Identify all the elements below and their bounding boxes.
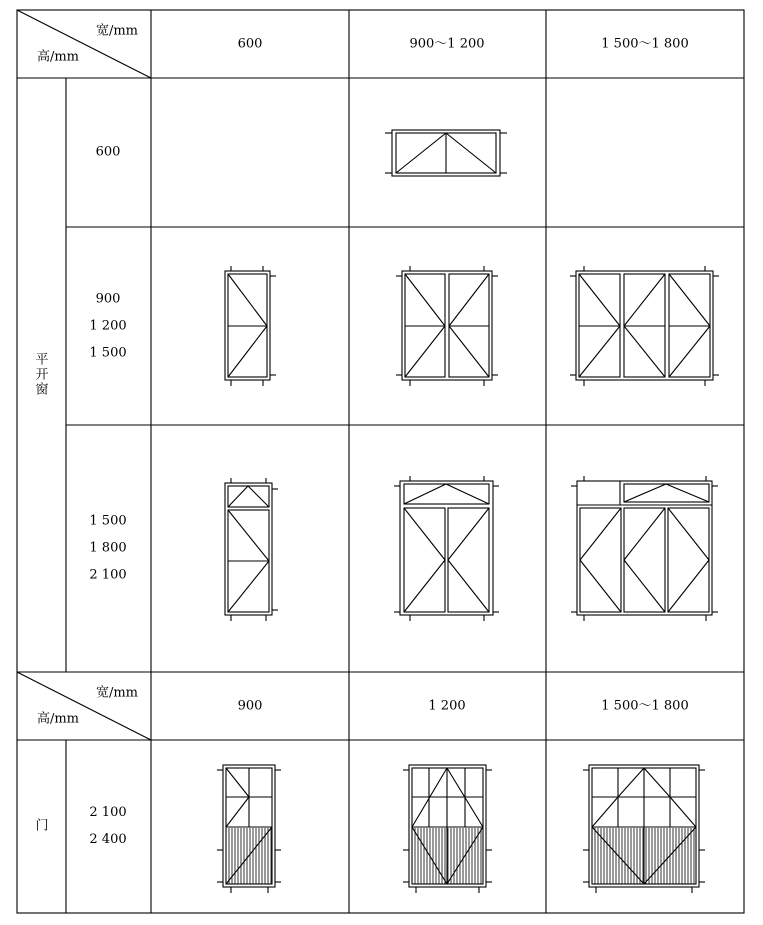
height-value: 1 500 xyxy=(89,345,127,361)
height-value: 1 500 xyxy=(89,513,127,529)
window-width-1500-1800: 1 500～1 800 xyxy=(601,36,689,52)
window-drawing-r2-c3 xyxy=(570,266,719,386)
window-drawing-r2-c2 xyxy=(396,266,498,386)
height-value: 2 400 xyxy=(89,832,127,847)
window-row-2-heights xyxy=(89,286,126,367)
window-width-600: 600 xyxy=(237,36,263,52)
window-drawing-r3-c2 xyxy=(394,476,499,621)
door-drawing-c2 xyxy=(403,765,492,893)
door-header-height-label: 高/mm xyxy=(36,711,80,727)
window-width-900-1200: 900～1 200 xyxy=(409,36,485,52)
height-value: 2 100 xyxy=(89,805,127,820)
window-drawing-r3-c1 xyxy=(225,478,278,621)
window-category-label: 平 开 窗 xyxy=(35,352,49,398)
height-value: 1 200 xyxy=(89,318,127,334)
window-row-1-heights xyxy=(96,139,121,166)
height-value: 600 xyxy=(95,144,121,160)
window-row-3-heights xyxy=(89,508,126,589)
height-value: 1 800 xyxy=(89,540,127,556)
height-value: 900 xyxy=(95,291,121,307)
door-width-900: 900 xyxy=(237,698,263,714)
height-value: 2 100 xyxy=(89,567,127,583)
header-width-label: 宽/mm xyxy=(95,23,139,39)
window-drawing-r2-c1 xyxy=(225,266,276,386)
window-drawing-r3-c3 xyxy=(571,476,718,621)
door-width-1500-1800: 1 500～1 800 xyxy=(601,698,689,714)
header-height-label: 高/mm xyxy=(36,49,80,65)
window-drawing-r1-c2 xyxy=(385,130,507,176)
door-width-1200: 1 200 xyxy=(428,698,466,714)
door-row-heights xyxy=(89,799,126,853)
door-header-width-label: 宽/mm xyxy=(95,685,139,701)
door-category-label: 门 xyxy=(35,818,49,834)
